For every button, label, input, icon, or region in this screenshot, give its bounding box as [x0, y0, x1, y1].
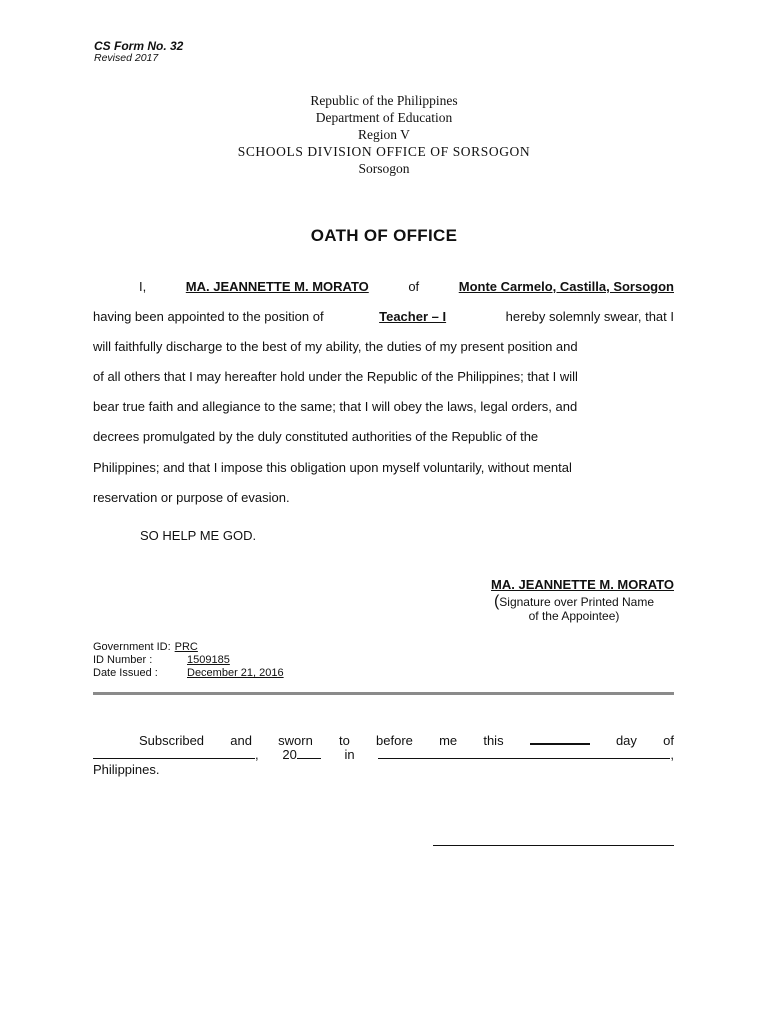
oath-appointed-suffix: hereby solemnly swear, that I [505, 309, 674, 324]
month-blank [93, 746, 255, 759]
jurat-line-2 [93, 746, 674, 762]
jurat-line-3 [93, 762, 674, 777]
jurat-word: Subscribed [139, 733, 205, 748]
jurat-comma: , [255, 747, 259, 762]
oath-line-3 [93, 339, 674, 354]
letterhead-region: Region V [358, 127, 410, 142]
oath-text: bear true faith and allegiance to the same; that I will obey the laws, legal orders, and [93, 399, 578, 414]
document-title: OATH OF OFFICE [310, 226, 458, 245]
oath-line-4 [93, 369, 674, 384]
jurat-country: Philippines. [93, 762, 160, 777]
government-id-label: Government ID: [93, 641, 171, 653]
oath-closing: SO HELP ME GOD. [140, 528, 257, 543]
letterhead-city: Sorsogon [358, 161, 410, 176]
oath-text: of all others that I may hereafter hold under the Republic of the Philippines; that I will [93, 369, 578, 384]
oath-line-5 [93, 399, 674, 414]
letterhead-country: Republic of the Philippines [310, 93, 458, 108]
oath-line-8 [93, 490, 674, 505]
id-number-label: ID Number : [93, 654, 153, 666]
section-divider [93, 692, 674, 695]
oath-line-6 [93, 429, 674, 444]
open-paren: ( [493, 593, 500, 610]
oath-text: will faithfully discharge to the best of my ability, the duties of my present position and [93, 339, 578, 354]
jurat-word: and [230, 733, 252, 748]
jurat-word: of [663, 733, 674, 748]
oath-line-2 [93, 309, 674, 324]
oath-line-1 [93, 279, 674, 294]
oath-text: Philippines; and that I impose this obligation upon myself voluntarily, without mental [93, 460, 572, 475]
jurat-word: day [615, 733, 637, 748]
oath-text: reservation or purpose of evasion. [93, 490, 290, 505]
signature-caption-line-2: of the Appointee) [528, 609, 620, 623]
signature-caption-line-1: Signature over Printed Name [499, 595, 655, 609]
form-number: CS Form No. 32 [94, 39, 184, 53]
signature-name: MA. JEANNETTE M. MORATO [491, 577, 674, 592]
jurat-word: to [339, 733, 350, 748]
place-blank [378, 746, 670, 759]
year-prefix: 20 [282, 747, 297, 762]
oath-line-7 [93, 460, 674, 475]
day-blank [530, 731, 590, 745]
oath-appointed-prefix: having been appointed to the position of [93, 309, 324, 324]
government-id-value: PRC [174, 641, 198, 653]
letterhead-department: Department of Education [315, 110, 453, 125]
oath-text: decrees promulgated by the duly constituted authorities of the Republic of the [93, 429, 539, 444]
jurat-word: this [483, 733, 504, 748]
letterhead-office: SCHOOLS DIVISION OFFICE OF SORSOGON [237, 144, 531, 159]
jurat-word: sworn [278, 733, 313, 748]
signature-caption [464, 595, 684, 623]
jurat-word: before [376, 733, 413, 748]
appointee-position: Teacher – I [379, 309, 447, 324]
date-issued-label: Date Issued : [93, 667, 158, 679]
oath-of: of [408, 279, 420, 294]
jurat-comma: , [670, 747, 674, 762]
year-blank [297, 746, 321, 759]
id-number-value: 1509185 [187, 654, 230, 666]
form-revision: Revised 2017 [94, 52, 159, 64]
administering-officer-signature-line [433, 845, 674, 846]
appointee-name: MA. JEANNETTE M. MORATO [185, 279, 369, 294]
date-issued-value: December 21, 2016 [187, 667, 284, 679]
jurat-word: in [344, 747, 355, 762]
jurat-word: me [439, 733, 458, 748]
letterhead [0, 92, 768, 177]
appointee-address: Monte Carmelo, Castilla, Sorsogon [458, 279, 674, 294]
oath-pronoun: I, [139, 279, 147, 294]
government-id-block [93, 641, 284, 680]
